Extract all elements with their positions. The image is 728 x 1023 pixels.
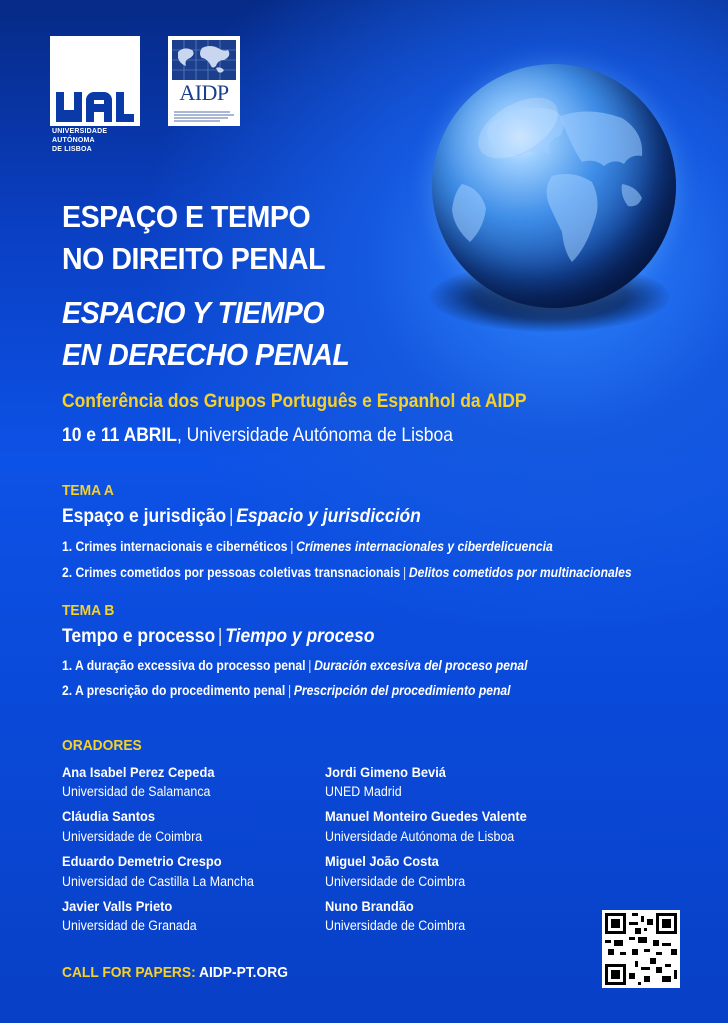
title-pt-line-2: NO DIREITO PENAL [62, 241, 326, 276]
tema-a-item [62, 539, 553, 554]
tema-a-item [62, 565, 632, 580]
speaker-name: Miguel João Costa [325, 853, 439, 869]
tema-b-title-pt: Tempo e processo [62, 626, 216, 647]
aidp-logo [168, 36, 240, 126]
speaker-affiliation: Universidad de Salamanca [62, 784, 211, 799]
globe-icon [432, 64, 676, 308]
item-pt: 1. A duração excessiva do processo penal [62, 658, 306, 673]
event-date-bold: 10 e 11 ABRIL [62, 425, 177, 446]
item-pt: 1. Crimes internacionais e cibernéticos [62, 539, 288, 554]
tema-b-title [62, 626, 375, 648]
item-pt: 2. Crimes cometidos por pessoas coletivas transnacionais [62, 565, 401, 580]
qr-code-icon[interactable] [602, 910, 680, 988]
item-es: Delitos cometidos por multinacionales [408, 565, 632, 580]
aidp-wordmark: AIDP [179, 80, 229, 105]
separator: | [308, 658, 312, 673]
ual-mark-icon [56, 92, 134, 122]
separator: | [403, 565, 407, 580]
title-pt-line-1: ESPAÇO E TEMPO [62, 199, 311, 234]
item-es: Crímenes internacionales y ciberdelicuencia [296, 539, 553, 554]
speaker-name: Cláudia Santos [62, 808, 156, 824]
ual-subtitle-line: AUTÓNOMA [52, 137, 95, 144]
item-es: Prescripción del procedimiento penal [293, 683, 511, 698]
aidp-map-icon [172, 40, 236, 80]
tema-b-title-es: Tiempo y proceso [225, 626, 375, 647]
tema-a-label: TEMA A [62, 482, 114, 499]
event-dates [62, 424, 453, 448]
speaker-affiliation: Universidad de Castilla La Mancha [62, 874, 254, 889]
tema-a-title [62, 506, 421, 528]
speakers-label: ORADORES [62, 737, 142, 754]
tema-b-label: TEMA B [62, 602, 115, 619]
speaker-name: Nuno Brandão [325, 898, 414, 914]
speaker-affiliation: Universidade de Coimbra [325, 874, 466, 889]
speaker-name: Manuel Monteiro Guedes Valente [325, 808, 527, 824]
event-venue: , Universidade Autónoma de Lisboa [176, 425, 453, 446]
call-for-papers-link[interactable]: AIDP-PT.ORG [199, 964, 288, 981]
ual-subtitle-line: UNIVERSIDADE [52, 128, 108, 135]
ual-subtitle-line: DE LISBOA [52, 146, 92, 153]
separator: | [217, 626, 223, 647]
title-portuguese [62, 196, 325, 280]
speaker-affiliation: Universidade de Coimbra [325, 918, 466, 933]
speaker-affiliation: Universidad de Granada [62, 918, 197, 933]
title-spanish [62, 292, 349, 376]
separator: | [287, 683, 292, 698]
item-pt: 2. A prescrição do procedimento penal [62, 683, 286, 698]
speaker-name: Jordi Gimeno Beviá [325, 764, 446, 780]
tema-b-item [62, 683, 511, 698]
call-for-papers [62, 964, 288, 981]
speaker-affiliation: Universidade de Coimbra [62, 829, 203, 844]
speaker-affiliation: UNED Madrid [325, 784, 402, 799]
conference-subtitle: Conferência dos Grupos Português e Espanhol da AIDP [62, 391, 527, 412]
tema-a-title-pt: Espaço e jurisdição [62, 506, 227, 527]
speaker-name: Eduardo Demetrio Crespo [62, 853, 222, 869]
tema-b-item [62, 658, 528, 673]
speaker-affiliation: Universidade Autónoma de Lisboa [325, 829, 515, 844]
title-es-line-1: ESPACIO Y TIEMPO [62, 295, 325, 330]
call-for-papers-label: CALL FOR PAPERS: [62, 964, 196, 981]
item-es: Duración excesiva del proceso penal [314, 658, 528, 673]
tema-a-title-es: Espacio y jurisdicción [236, 506, 421, 527]
aidp-small-print-graphic [172, 110, 236, 123]
ual-subtitle [52, 127, 107, 154]
speaker-name: Javier Valls Prieto [62, 898, 173, 914]
ual-logo [50, 36, 140, 126]
separator: | [228, 506, 234, 527]
speaker-name: Ana Isabel Perez Cepeda [62, 764, 215, 780]
title-es-line-2: EN DERECHO PENAL [62, 337, 350, 372]
separator: | [290, 539, 294, 554]
